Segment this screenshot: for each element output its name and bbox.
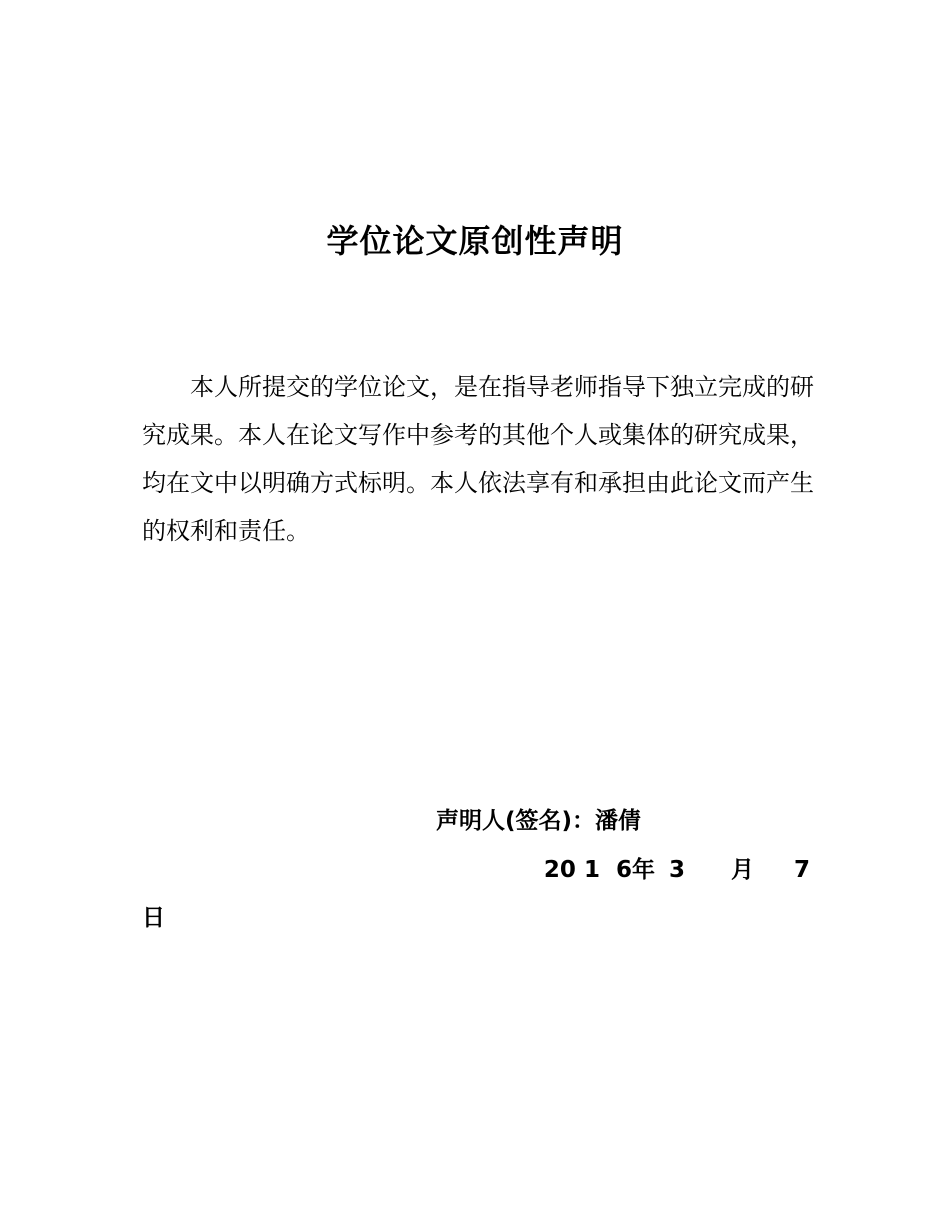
date-month-label: 月: [730, 857, 754, 883]
date-block: [142, 850, 810, 931]
date-month-value: 3: [668, 857, 685, 883]
date-year-part1: 20: [543, 857, 576, 883]
date-year-part3: 6年: [615, 857, 655, 883]
signature-name: 潘倩: [595, 808, 642, 834]
declaration-paragraph: 本人所提交的学位论文，是在指导老师指导下独立完成的研究成果。本人在论文写作中参考的其他个人或集体的研究成果，均在文中以明确方式标明。本人依法享有和承担由此论文而产生的权利和责任。: [142, 373, 814, 545]
date-year-part2: 1: [583, 857, 600, 883]
signature-label: 声明人(签名)：: [436, 808, 596, 834]
date-day-label: 日: [142, 905, 165, 931]
date-row: [142, 850, 810, 890]
page-title: 学位论文原创性声明: [326, 222, 624, 260]
date-day-value: 7: [793, 857, 810, 883]
signature-line: [436, 801, 641, 841]
